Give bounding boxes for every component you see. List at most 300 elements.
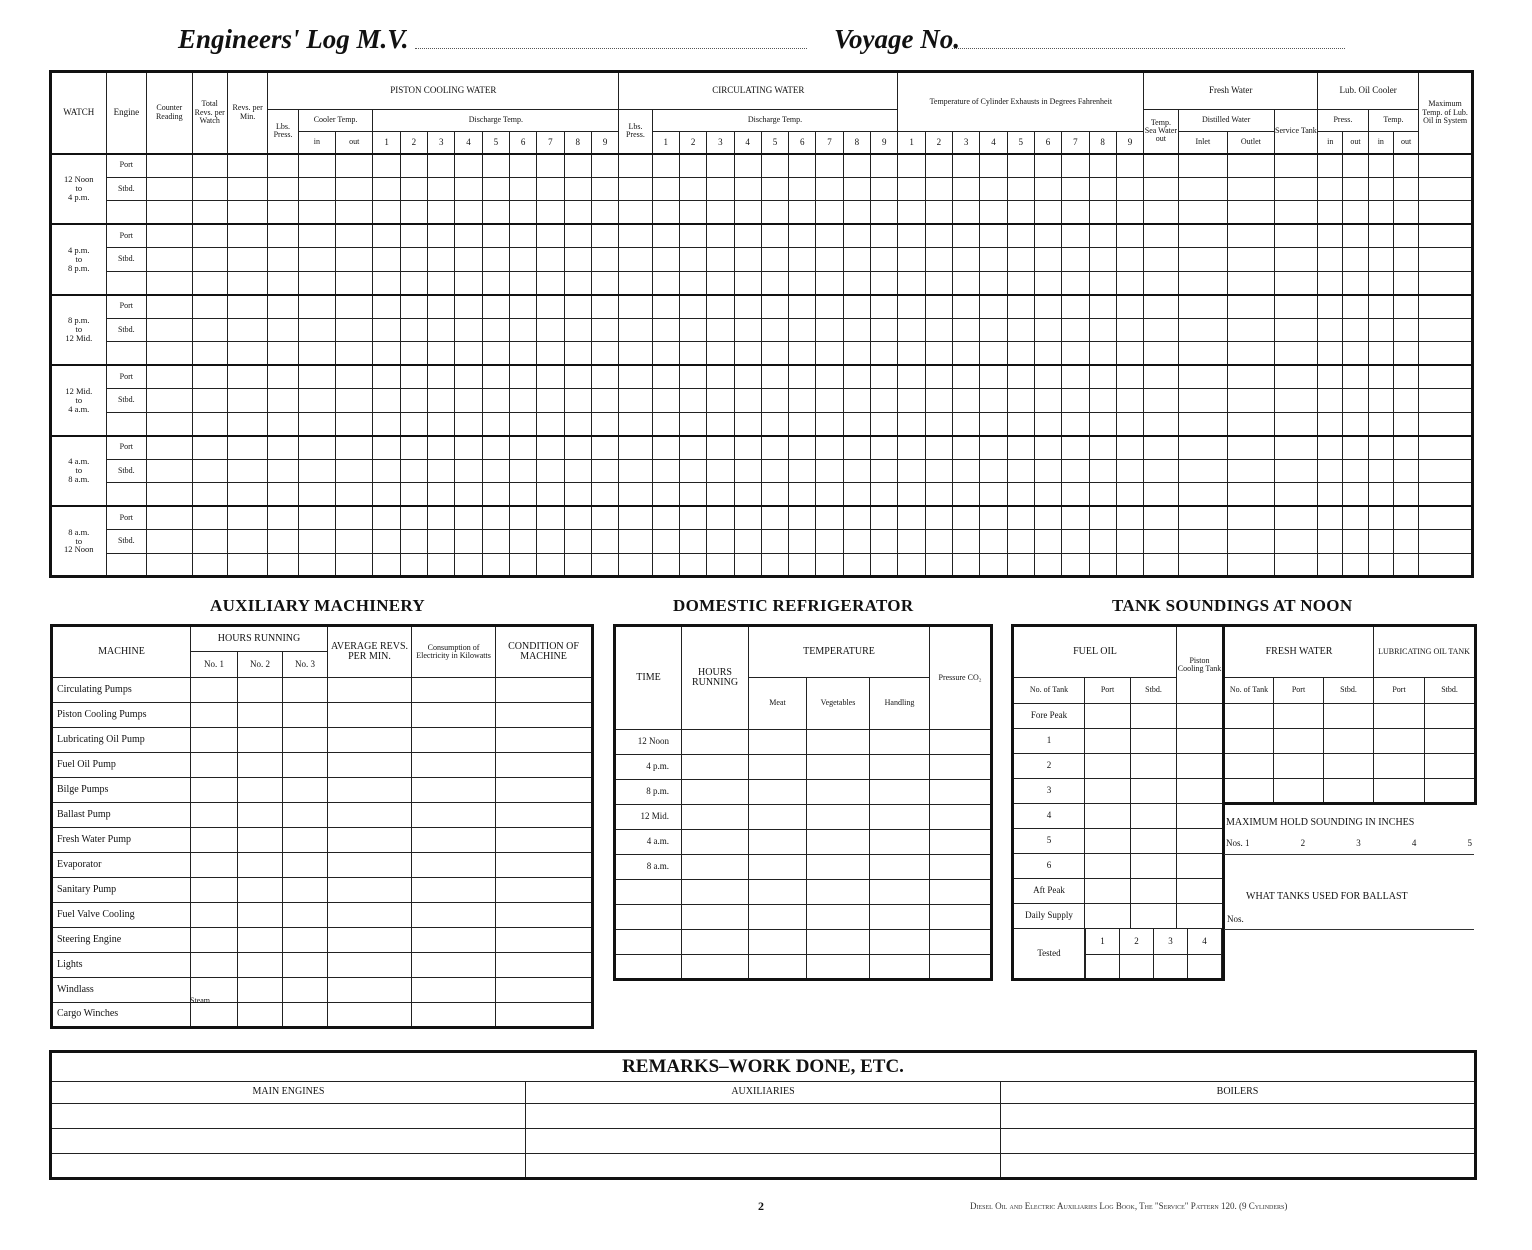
ref-cell[interactable]	[682, 780, 749, 805]
log-cell[interactable]	[1178, 248, 1228, 272]
aux-cell[interactable]	[496, 903, 593, 928]
ref-cell[interactable]	[682, 730, 749, 755]
log-cell[interactable]	[1007, 530, 1034, 554]
log-cell[interactable]	[619, 436, 652, 460]
log-cell[interactable]	[734, 295, 761, 319]
log-cell[interactable]	[734, 459, 761, 483]
aux-cell[interactable]	[283, 803, 328, 828]
aux-cell[interactable]	[238, 703, 283, 728]
log-cell[interactable]	[980, 318, 1007, 342]
hold-sounding-line[interactable]	[1224, 854, 1474, 855]
log-cell[interactable]	[679, 177, 706, 201]
log-cell[interactable]	[1419, 295, 1473, 319]
log-cell[interactable]	[843, 365, 870, 389]
log-cell[interactable]	[953, 436, 980, 460]
log-cell[interactable]	[1144, 506, 1178, 530]
log-cell[interactable]	[1062, 506, 1089, 530]
log-cell[interactable]	[1318, 530, 1343, 554]
log-cell[interactable]	[1343, 389, 1368, 413]
log-cell[interactable]	[482, 318, 509, 342]
log-cell[interactable]	[734, 553, 761, 577]
ref-cell[interactable]	[870, 880, 930, 905]
log-cell[interactable]	[619, 365, 652, 389]
log-cell[interactable]	[227, 389, 267, 413]
aux-cell[interactable]	[328, 978, 412, 1003]
log-cell[interactable]	[336, 177, 373, 201]
log-cell[interactable]	[761, 318, 788, 342]
log-cell[interactable]	[980, 271, 1007, 295]
log-cell[interactable]	[761, 342, 788, 366]
log-cell[interactable]	[1318, 436, 1343, 460]
log-cell[interactable]	[537, 389, 564, 413]
tested-cell[interactable]	[1154, 954, 1188, 978]
log-cell[interactable]	[980, 506, 1007, 530]
log-cell[interactable]	[652, 389, 679, 413]
log-cell[interactable]	[591, 506, 618, 530]
aux-cell[interactable]	[496, 753, 593, 778]
log-cell[interactable]	[1178, 530, 1228, 554]
log-cell[interactable]	[843, 412, 870, 436]
log-cell[interactable]	[953, 177, 980, 201]
fuel-cell[interactable]	[1177, 804, 1224, 829]
fuel-cell[interactable]	[1085, 779, 1131, 804]
log-cell[interactable]	[482, 342, 509, 366]
aux-cell[interactable]	[191, 903, 238, 928]
log-cell[interactable]	[147, 177, 192, 201]
log-cell[interactable]	[298, 295, 335, 319]
fw-cell[interactable]	[1274, 704, 1324, 729]
log-cell[interactable]	[843, 530, 870, 554]
log-cell[interactable]	[652, 553, 679, 577]
log-cell[interactable]	[816, 295, 843, 319]
log-cell[interactable]	[1343, 318, 1368, 342]
ref-cell[interactable]	[749, 730, 807, 755]
log-cell[interactable]	[537, 224, 564, 248]
log-cell[interactable]	[268, 224, 298, 248]
log-cell[interactable]	[1228, 412, 1275, 436]
ref-cell[interactable]	[807, 880, 870, 905]
fuel-cell[interactable]	[1131, 704, 1177, 729]
log-cell[interactable]	[980, 177, 1007, 201]
remarks-cell[interactable]	[1001, 1104, 1476, 1129]
ref-cell[interactable]	[749, 755, 807, 780]
log-cell[interactable]	[925, 436, 952, 460]
log-cell[interactable]	[925, 553, 952, 577]
log-cell[interactable]	[537, 553, 564, 577]
log-cell[interactable]	[652, 318, 679, 342]
log-cell[interactable]	[509, 412, 536, 436]
log-cell[interactable]	[1368, 459, 1393, 483]
log-cell[interactable]	[925, 154, 952, 178]
log-cell[interactable]	[455, 553, 482, 577]
log-cell[interactable]	[1116, 436, 1143, 460]
log-cell[interactable]	[734, 530, 761, 554]
log-cell[interactable]	[925, 365, 952, 389]
log-cell[interactable]	[843, 248, 870, 272]
log-cell[interactable]	[1228, 389, 1275, 413]
log-cell[interactable]	[816, 318, 843, 342]
log-cell[interactable]	[1228, 342, 1275, 366]
log-cell[interactable]	[400, 553, 427, 577]
log-cell[interactable]	[789, 154, 816, 178]
log-cell[interactable]	[298, 389, 335, 413]
log-cell[interactable]	[482, 295, 509, 319]
log-cell[interactable]	[1368, 506, 1393, 530]
log-cell[interactable]	[227, 342, 267, 366]
log-cell[interactable]	[227, 271, 267, 295]
ref-cell[interactable]	[682, 830, 749, 855]
log-cell[interactable]	[1034, 248, 1061, 272]
log-cell[interactable]	[227, 412, 267, 436]
log-cell[interactable]	[227, 224, 267, 248]
aux-cell[interactable]	[238, 903, 283, 928]
log-cell[interactable]	[953, 224, 980, 248]
log-cell[interactable]	[953, 553, 980, 577]
log-cell[interactable]	[707, 318, 734, 342]
log-cell[interactable]	[192, 436, 227, 460]
log-cell[interactable]	[707, 436, 734, 460]
log-cell[interactable]	[871, 412, 898, 436]
log-cell[interactable]	[871, 295, 898, 319]
log-cell[interactable]	[789, 248, 816, 272]
log-cell[interactable]	[1228, 201, 1275, 225]
aux-cell[interactable]	[328, 728, 412, 753]
aux-cell[interactable]	[238, 853, 283, 878]
log-cell[interactable]	[400, 295, 427, 319]
fuel-cell[interactable]	[1131, 879, 1177, 904]
log-cell[interactable]	[871, 483, 898, 507]
log-cell[interactable]	[619, 530, 652, 554]
log-cell[interactable]	[789, 483, 816, 507]
aux-cell[interactable]	[496, 878, 593, 903]
log-cell[interactable]	[373, 248, 400, 272]
log-cell[interactable]	[455, 271, 482, 295]
log-cell[interactable]	[455, 154, 482, 178]
log-cell[interactable]	[1178, 201, 1228, 225]
log-cell[interactable]	[1368, 224, 1393, 248]
log-cell[interactable]	[298, 553, 335, 577]
ref-cell[interactable]	[682, 880, 749, 905]
log-cell[interactable]	[1318, 177, 1343, 201]
vessel-name-line[interactable]	[415, 48, 807, 49]
log-cell[interactable]	[1144, 177, 1178, 201]
ref-cell[interactable]	[682, 930, 749, 955]
fuel-cell[interactable]	[1085, 904, 1131, 929]
log-cell[interactable]	[1274, 530, 1318, 554]
log-cell[interactable]	[1343, 248, 1368, 272]
log-cell[interactable]	[268, 459, 298, 483]
log-cell[interactable]	[564, 530, 591, 554]
log-cell[interactable]	[1034, 318, 1061, 342]
log-cell[interactable]	[789, 530, 816, 554]
log-cell[interactable]	[455, 412, 482, 436]
log-cell[interactable]	[1274, 553, 1318, 577]
log-cell[interactable]	[1116, 365, 1143, 389]
log-cell[interactable]	[428, 295, 455, 319]
log-cell[interactable]	[1343, 342, 1368, 366]
log-cell[interactable]	[147, 271, 192, 295]
log-cell[interactable]	[652, 506, 679, 530]
log-cell[interactable]	[1116, 154, 1143, 178]
log-cell[interactable]	[509, 224, 536, 248]
log-cell[interactable]	[734, 483, 761, 507]
log-cell[interactable]	[734, 201, 761, 225]
log-cell[interactable]	[564, 412, 591, 436]
log-cell[interactable]	[980, 342, 1007, 366]
log-cell[interactable]	[1034, 459, 1061, 483]
log-cell[interactable]	[816, 154, 843, 178]
log-cell[interactable]	[336, 248, 373, 272]
aux-cell[interactable]	[412, 878, 496, 903]
log-cell[interactable]	[1062, 154, 1089, 178]
log-cell[interactable]	[789, 318, 816, 342]
ref-cell[interactable]	[807, 855, 870, 880]
log-cell[interactable]	[1343, 271, 1368, 295]
log-cell[interactable]	[1144, 154, 1178, 178]
aux-cell[interactable]	[283, 903, 328, 928]
log-cell[interactable]	[482, 389, 509, 413]
aux-cell[interactable]	[191, 828, 238, 853]
log-cell[interactable]	[227, 436, 267, 460]
ref-cell[interactable]	[749, 830, 807, 855]
log-cell[interactable]	[591, 295, 618, 319]
aux-cell[interactable]	[328, 878, 412, 903]
log-cell[interactable]	[1228, 271, 1275, 295]
log-cell[interactable]	[1034, 412, 1061, 436]
log-cell[interactable]	[591, 248, 618, 272]
log-cell[interactable]	[1034, 436, 1061, 460]
log-cell[interactable]	[707, 271, 734, 295]
log-cell[interactable]	[428, 530, 455, 554]
log-cell[interactable]	[707, 365, 734, 389]
aux-cell[interactable]	[283, 778, 328, 803]
log-cell[interactable]	[1274, 271, 1318, 295]
log-cell[interactable]	[761, 224, 788, 248]
log-cell[interactable]	[373, 436, 400, 460]
log-cell[interactable]	[509, 201, 536, 225]
log-cell[interactable]	[1062, 342, 1089, 366]
log-cell[interactable]	[1318, 224, 1343, 248]
log-cell[interactable]	[652, 412, 679, 436]
log-cell[interactable]	[1144, 248, 1178, 272]
log-cell[interactable]	[1274, 459, 1318, 483]
log-cell[interactable]	[227, 365, 267, 389]
log-cell[interactable]	[761, 530, 788, 554]
log-cell[interactable]	[953, 412, 980, 436]
log-cell[interactable]	[1034, 483, 1061, 507]
log-cell[interactable]	[298, 154, 335, 178]
log-cell[interactable]	[1116, 483, 1143, 507]
log-cell[interactable]	[1368, 201, 1393, 225]
log-cell[interactable]	[679, 365, 706, 389]
log-cell[interactable]	[707, 248, 734, 272]
aux-cell[interactable]	[191, 703, 238, 728]
log-cell[interactable]	[1419, 506, 1473, 530]
log-cell[interactable]	[1089, 553, 1116, 577]
log-cell[interactable]	[1178, 271, 1228, 295]
log-cell[interactable]	[400, 342, 427, 366]
log-cell[interactable]	[1368, 436, 1393, 460]
log-cell[interactable]	[871, 389, 898, 413]
log-cell[interactable]	[619, 506, 652, 530]
log-cell[interactable]	[373, 412, 400, 436]
log-cell[interactable]	[761, 483, 788, 507]
ref-cell[interactable]	[870, 730, 930, 755]
fuel-cell[interactable]	[1131, 804, 1177, 829]
log-cell[interactable]	[1343, 436, 1368, 460]
log-cell[interactable]	[192, 459, 227, 483]
log-cell[interactable]	[564, 224, 591, 248]
log-cell[interactable]	[227, 248, 267, 272]
log-cell[interactable]	[619, 483, 652, 507]
log-cell[interactable]	[816, 506, 843, 530]
log-cell[interactable]	[591, 271, 618, 295]
log-cell[interactable]	[1062, 177, 1089, 201]
log-cell[interactable]	[1144, 224, 1178, 248]
log-cell[interactable]	[336, 530, 373, 554]
log-cell[interactable]	[679, 506, 706, 530]
log-cell[interactable]	[898, 365, 925, 389]
log-cell[interactable]	[147, 553, 192, 577]
log-cell[interactable]	[564, 318, 591, 342]
aux-cell[interactable]	[328, 778, 412, 803]
log-cell[interactable]	[147, 459, 192, 483]
log-cell[interactable]	[268, 436, 298, 460]
log-cell[interactable]	[1007, 412, 1034, 436]
log-cell[interactable]	[147, 436, 192, 460]
log-cell[interactable]	[1144, 271, 1178, 295]
log-cell[interactable]	[679, 201, 706, 225]
log-cell[interactable]	[227, 459, 267, 483]
log-cell[interactable]	[373, 389, 400, 413]
log-cell[interactable]	[1116, 412, 1143, 436]
aux-cell[interactable]	[328, 678, 412, 703]
log-cell[interactable]	[734, 271, 761, 295]
log-cell[interactable]	[268, 248, 298, 272]
log-cell[interactable]	[1116, 201, 1143, 225]
log-cell[interactable]	[1089, 318, 1116, 342]
log-cell[interactable]	[679, 436, 706, 460]
fuel-cell[interactable]	[1131, 779, 1177, 804]
log-cell[interactable]	[1318, 483, 1343, 507]
log-cell[interactable]	[925, 248, 952, 272]
fw-cell[interactable]	[1274, 754, 1324, 779]
log-cell[interactable]	[537, 459, 564, 483]
log-cell[interactable]	[1393, 483, 1418, 507]
log-cell[interactable]	[734, 436, 761, 460]
aux-cell[interactable]	[496, 853, 593, 878]
fuel-cell[interactable]	[1177, 879, 1224, 904]
log-cell[interactable]	[1343, 224, 1368, 248]
log-cell[interactable]	[871, 318, 898, 342]
fuel-cell[interactable]	[1085, 704, 1131, 729]
aux-cell[interactable]	[412, 703, 496, 728]
log-cell[interactable]	[953, 248, 980, 272]
log-cell[interactable]	[400, 530, 427, 554]
log-cell[interactable]	[925, 177, 952, 201]
log-cell[interactable]	[871, 154, 898, 178]
log-cell[interactable]	[482, 553, 509, 577]
log-cell[interactable]	[227, 154, 267, 178]
log-cell[interactable]	[336, 201, 373, 225]
log-cell[interactable]	[1116, 342, 1143, 366]
log-cell[interactable]	[1228, 459, 1275, 483]
log-cell[interactable]	[1089, 177, 1116, 201]
log-cell[interactable]	[652, 154, 679, 178]
log-cell[interactable]	[1007, 342, 1034, 366]
fw-cell[interactable]	[1425, 729, 1476, 754]
aux-cell[interactable]	[496, 728, 593, 753]
log-cell[interactable]	[1393, 365, 1418, 389]
log-cell[interactable]	[1116, 177, 1143, 201]
log-cell[interactable]	[1419, 224, 1473, 248]
log-cell[interactable]	[1144, 342, 1178, 366]
log-cell[interactable]	[336, 506, 373, 530]
log-cell[interactable]	[1318, 271, 1343, 295]
aux-cell[interactable]	[496, 703, 593, 728]
log-cell[interactable]	[509, 271, 536, 295]
aux-cell[interactable]	[328, 828, 412, 853]
log-cell[interactable]	[298, 177, 335, 201]
log-cell[interactable]	[1116, 271, 1143, 295]
log-cell[interactable]	[298, 271, 335, 295]
log-cell[interactable]	[298, 412, 335, 436]
log-cell[interactable]	[953, 154, 980, 178]
log-cell[interactable]	[1343, 201, 1368, 225]
log-cell[interactable]	[816, 389, 843, 413]
log-cell[interactable]	[1007, 201, 1034, 225]
log-cell[interactable]	[980, 530, 1007, 554]
log-cell[interactable]	[953, 483, 980, 507]
log-cell[interactable]	[268, 506, 298, 530]
log-cell[interactable]	[843, 389, 870, 413]
log-cell[interactable]	[1393, 459, 1418, 483]
log-cell[interactable]	[816, 248, 843, 272]
ref-cell[interactable]	[870, 830, 930, 855]
log-cell[interactable]	[1274, 365, 1318, 389]
log-cell[interactable]	[707, 389, 734, 413]
log-cell[interactable]	[898, 342, 925, 366]
log-cell[interactable]	[1089, 342, 1116, 366]
log-cell[interactable]	[400, 318, 427, 342]
fuel-cell[interactable]	[1131, 754, 1177, 779]
log-cell[interactable]	[564, 248, 591, 272]
log-cell[interactable]	[591, 530, 618, 554]
log-cell[interactable]	[509, 318, 536, 342]
log-cell[interactable]	[679, 553, 706, 577]
log-cell[interactable]	[564, 295, 591, 319]
log-cell[interactable]	[1062, 436, 1089, 460]
log-cell[interactable]	[147, 201, 192, 225]
log-cell[interactable]	[1144, 459, 1178, 483]
ref-cell[interactable]	[749, 930, 807, 955]
log-cell[interactable]	[373, 271, 400, 295]
log-cell[interactable]	[925, 271, 952, 295]
log-cell[interactable]	[1393, 201, 1418, 225]
log-cell[interactable]	[147, 483, 192, 507]
log-cell[interactable]	[1178, 459, 1228, 483]
log-cell[interactable]	[1274, 154, 1318, 178]
ref-cell[interactable]	[807, 780, 870, 805]
log-cell[interactable]	[1343, 177, 1368, 201]
log-cell[interactable]	[400, 248, 427, 272]
log-cell[interactable]	[734, 318, 761, 342]
log-cell[interactable]	[1318, 506, 1343, 530]
log-cell[interactable]	[400, 154, 427, 178]
log-cell[interactable]	[1089, 295, 1116, 319]
log-cell[interactable]	[591, 177, 618, 201]
ref-cell[interactable]	[807, 955, 870, 980]
